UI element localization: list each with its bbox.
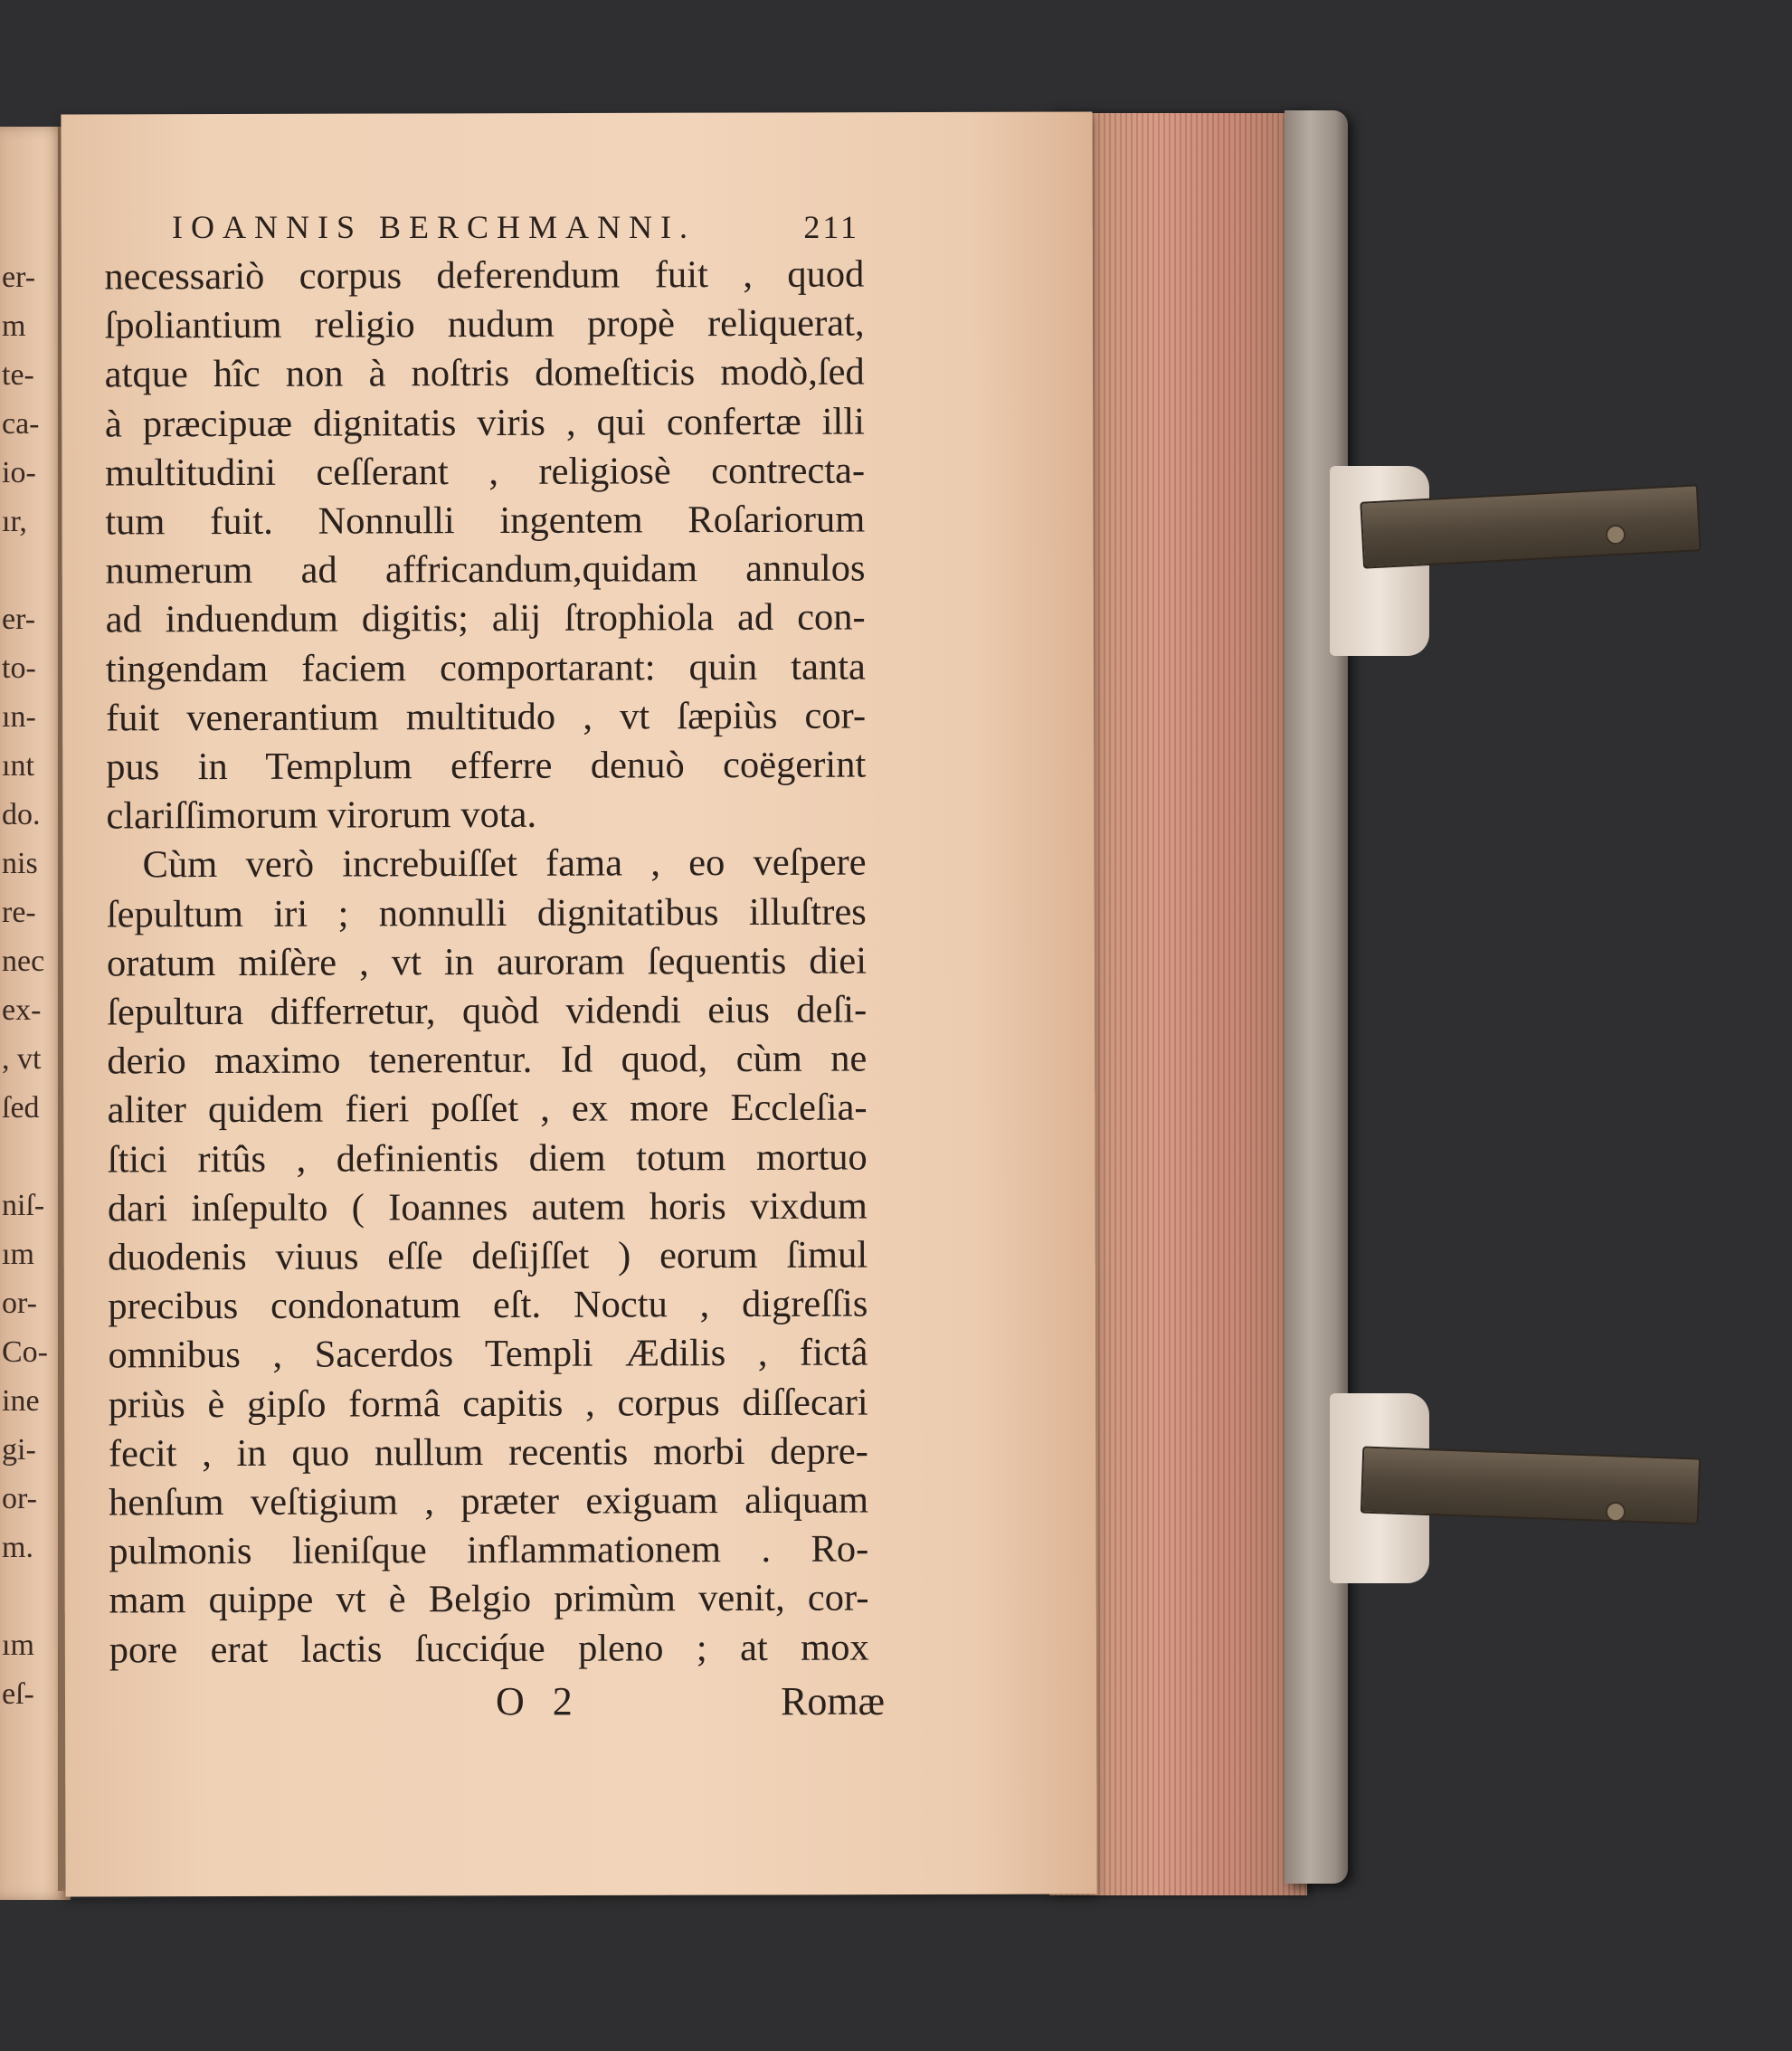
- fragment: ex-: [2, 993, 42, 1027]
- catchword: Romæ: [781, 1679, 885, 1723]
- text-line: pore erat lactis ſucciq́ue pleno ; at mox: [109, 1626, 869, 1672]
- text-line: duodenis viuus eſſe deſijſſet ) eorum ſimul: [108, 1233, 868, 1279]
- text-line: precibus condonatum eſt. Noctu , digreſſis: [108, 1282, 868, 1328]
- fragment: er-: [2, 261, 36, 294]
- fragment: m.: [2, 1531, 33, 1564]
- text-line: oratum miſère , vt in auroram ſequentis diei: [106, 939, 868, 985]
- text-line: aliter quidem fieri poſſet , ex more Eccleſia-: [107, 1086, 868, 1132]
- text-line: fuit venerantium multitudo , vt ſæpiùs cor-: [105, 694, 867, 740]
- page-number: 211: [803, 209, 859, 245]
- fragment: , vt: [2, 1042, 42, 1076]
- facing-page-text: [0, 128, 63, 1902]
- text-line: atque hîc non à noſtris domeſticis modò,ſed: [104, 350, 865, 396]
- text-line: à præcipuæ dignitatis viris , qui confertæ illi: [104, 400, 865, 446]
- text-line: ſepultura differretur, quòd videndi eius deſi-: [107, 988, 868, 1034]
- fragment: niſ-: [2, 1189, 45, 1222]
- text-line: ſepultum iri ; nonnulli dignitatibus illuſtres: [106, 890, 867, 936]
- fragment: gi-: [2, 1433, 36, 1467]
- fragment: m: [2, 309, 26, 343]
- fragment: ine: [2, 1384, 40, 1418]
- text-line: multitudini ceſſerant , religiosè contrecta-: [105, 449, 866, 495]
- fragment: ım: [2, 1238, 34, 1271]
- text-line: tingendam faciem comportarant: quin tanta: [105, 645, 866, 691]
- fragment: io-: [2, 456, 36, 489]
- text-line: tum fuit. Nonnulli ingentem Roſariorum: [105, 498, 866, 544]
- fragment: or-: [2, 1482, 37, 1515]
- text-line: pulmonis lieniſque inflammationem . Ro-: [109, 1527, 869, 1573]
- fragment: to-: [2, 651, 36, 685]
- text-line: fecit , in quo nullum recentis morbi depre-: [108, 1429, 868, 1476]
- text-line: omnibus , Sacerdos Templi Ædilis , fictâ: [108, 1332, 868, 1377]
- text-line: dari inſepulto ( Ioannes autem horis vixdum: [107, 1184, 868, 1230]
- clasp-pin-icon: [1606, 525, 1626, 545]
- running-head: [172, 208, 859, 253]
- running-title: IOANNIS BERCHMANNI.: [172, 209, 697, 245]
- book-cover-edge: [1285, 110, 1348, 1884]
- fragment: re-: [2, 896, 36, 929]
- text-line: numerum ad affricandum,quidam annulos: [105, 546, 866, 593]
- clasp-pin-icon: [1606, 1502, 1626, 1522]
- signature-mark: O 2: [496, 1679, 582, 1723]
- fragment: nec: [2, 945, 45, 978]
- text-line: pus in Templum efferre denuò coëgerint: [106, 743, 867, 789]
- fragment: ſed: [2, 1091, 40, 1125]
- fragment: te-: [2, 358, 34, 392]
- clasp-bottom: [1361, 1446, 1701, 1524]
- text-line: henſum veſtigium , præter exiguam aliquam: [108, 1478, 869, 1524]
- fragment: or-: [2, 1287, 37, 1320]
- body-text: [104, 251, 868, 1676]
- text-line: necessariò corpus deferendum fuit , quod: [104, 252, 865, 299]
- text-line: ſpoliantium religio nudum propè reliquerat,: [104, 301, 865, 347]
- text-line: derio maximo tenerentur. Id quod, cùm ne: [107, 1037, 868, 1083]
- text-line: clariſſimorum virorum vota.: [106, 793, 537, 838]
- fragment: er-: [2, 603, 36, 636]
- text-line: ad induendum digitis; alij ſtrophiola ad con-: [105, 595, 866, 641]
- text-line: ſtici ritûs , definientis diem totum mortuo: [107, 1135, 868, 1182]
- fragment: ın-: [2, 700, 36, 734]
- fragment: ım: [2, 1628, 34, 1662]
- page-footer: [107, 1678, 885, 1729]
- text-line: Cùm verò increbuiſſet fama , eo veſpere: [142, 840, 867, 887]
- text-line: mam quippe vt è Belgio primùm venit, cor-: [109, 1577, 869, 1622]
- fragment: ır,: [2, 505, 27, 538]
- fragment: nis: [2, 847, 38, 880]
- fragment: ınt: [2, 749, 34, 783]
- fragment: Co-: [2, 1335, 48, 1369]
- fragment: eſ-: [2, 1677, 34, 1711]
- fragment: ca-: [2, 407, 40, 441]
- text-line: priùs è gipſo formâ capitis , corpus diſſecari: [108, 1381, 868, 1427]
- fragment: do.: [2, 798, 41, 831]
